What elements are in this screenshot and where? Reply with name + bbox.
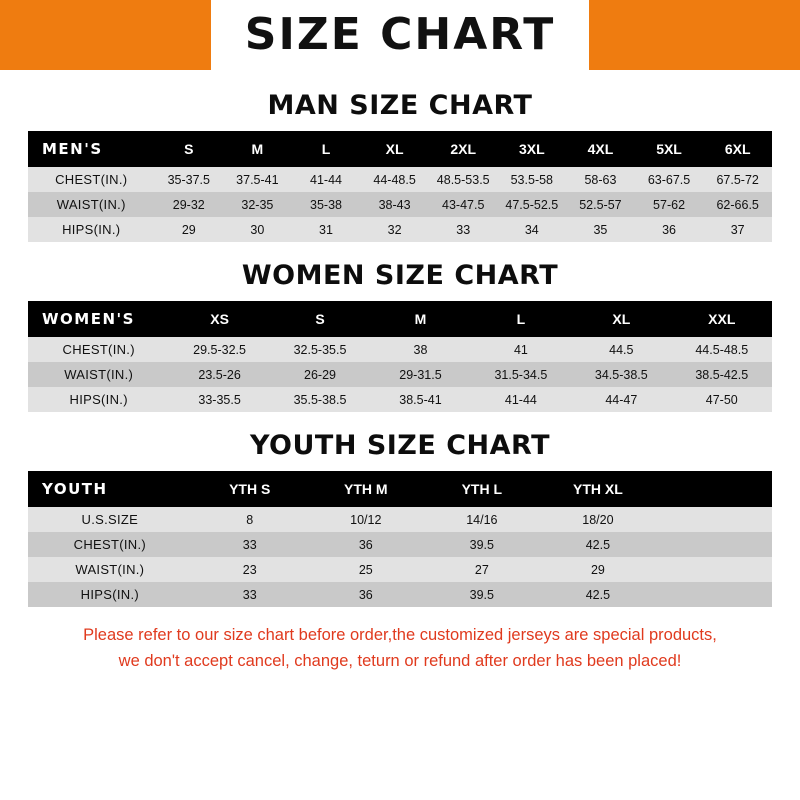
men-col-xl: XL <box>360 131 429 167</box>
women-chest-l: 41 <box>471 337 571 362</box>
youth-ussize-xl: 18/20 <box>540 507 656 532</box>
women-hips-xxl: 47-50 <box>672 387 772 412</box>
women-waist-m: 29-31.5 <box>370 362 470 387</box>
women-hips-l: 41-44 <box>471 387 571 412</box>
men-hips-s: 29 <box>154 217 223 242</box>
youth-col-xl: YTH XL <box>540 471 656 507</box>
table-row <box>28 557 772 582</box>
youth-waist-l: 27 <box>424 557 540 582</box>
women-waist-xxl: 38.5-42.5 <box>672 362 772 387</box>
men-col-4xl: 4XL <box>566 131 635 167</box>
youth-col-l: YTH L <box>424 471 540 507</box>
men-size-table <box>28 131 772 242</box>
table-row <box>28 532 772 557</box>
men-chest-5xl: 63-67.5 <box>635 167 704 192</box>
youth-waist-s: 23 <box>192 557 308 582</box>
men-col-2xl: 2XL <box>429 131 498 167</box>
youth-chest-s: 33 <box>192 532 308 557</box>
women-section-title: WOMEN SIZE CHART <box>241 260 559 291</box>
men-waist-s: 29-32 <box>154 192 223 217</box>
women-col-l: L <box>471 301 571 337</box>
youth-waist-spacer <box>656 557 772 582</box>
table-header-row <box>28 131 772 167</box>
youth-ussize-spacer <box>656 507 772 532</box>
women-col-xxl: XXL <box>672 301 772 337</box>
men-hips-5xl: 36 <box>635 217 704 242</box>
youth-waist-xl: 29 <box>540 557 656 582</box>
women-chest-label: CHEST(IN.) <box>28 337 169 362</box>
women-row-header: WOMEN'S <box>28 301 169 337</box>
women-hips-xl: 44-47 <box>571 387 671 412</box>
youth-ussize-label: U.S.SIZE <box>28 507 192 532</box>
women-col-m: M <box>370 301 470 337</box>
men-row-header: MEN'S <box>28 131 154 167</box>
youth-waist-label: WAIST(IN.) <box>28 557 192 582</box>
men-chest-l: 41-44 <box>292 167 361 192</box>
men-section-title: MAN SIZE CHART <box>267 90 533 121</box>
youth-waist-m: 25 <box>308 557 424 582</box>
men-col-5xl: 5XL <box>635 131 704 167</box>
men-waist-xl: 38-43 <box>360 192 429 217</box>
women-col-s: S <box>270 301 370 337</box>
footer-note-line-2: we don't accept cancel, change, teturn or refund after order has been placed! <box>118 651 682 670</box>
youth-chest-xl: 42.5 <box>540 532 656 557</box>
men-hips-l: 31 <box>292 217 361 242</box>
men-chest-label: CHEST(IN.) <box>28 167 154 192</box>
youth-hips-m: 36 <box>308 582 424 607</box>
youth-chest-label: CHEST(IN.) <box>28 532 192 557</box>
men-hips-6xl: 37 <box>703 217 772 242</box>
men-waist-3xl: 47.5-52.5 <box>498 192 567 217</box>
youth-chest-l: 39.5 <box>424 532 540 557</box>
women-chest-xxl: 44.5-48.5 <box>672 337 772 362</box>
youth-hips-xl: 42.5 <box>540 582 656 607</box>
table-row <box>28 167 772 192</box>
men-chest-3xl: 53.5-58 <box>498 167 567 192</box>
header-band-right <box>650 0 800 70</box>
women-waist-xl: 34.5-38.5 <box>571 362 671 387</box>
men-waist-4xl: 52.5-57 <box>566 192 635 217</box>
women-chest-s: 32.5-35.5 <box>270 337 370 362</box>
men-hips-2xl: 33 <box>429 217 498 242</box>
men-hips-m: 30 <box>223 217 292 242</box>
women-chest-m: 38 <box>370 337 470 362</box>
women-waist-xs: 23.5-26 <box>169 362 269 387</box>
footer-note-line-1: Please refer to our size chart before order,the customized jerseys are special products, <box>83 626 717 644</box>
men-chest-s: 35-37.5 <box>154 167 223 192</box>
header-band-left <box>0 0 150 70</box>
youth-chest-spacer <box>656 532 772 557</box>
men-waist-label: WAIST(IN.) <box>28 192 154 217</box>
table-row <box>28 582 772 607</box>
men-hips-label: HIPS(IN.) <box>28 217 154 242</box>
youth-hips-l: 39.5 <box>424 582 540 607</box>
youth-ussize-l: 14/16 <box>424 507 540 532</box>
women-waist-l: 31.5-34.5 <box>471 362 571 387</box>
header-band <box>0 0 800 70</box>
men-col-s: S <box>154 131 223 167</box>
women-size-table <box>28 301 772 412</box>
youth-hips-s: 33 <box>192 582 308 607</box>
men-col-6xl: 6XL <box>703 131 772 167</box>
table-row <box>28 217 772 242</box>
women-hips-s: 35.5-38.5 <box>270 387 370 412</box>
men-waist-2xl: 43-47.5 <box>429 192 498 217</box>
women-col-xl: XL <box>571 301 671 337</box>
youth-size-table <box>28 471 772 607</box>
men-waist-l: 35-38 <box>292 192 361 217</box>
chart-content <box>0 90 800 674</box>
men-chest-2xl: 48.5-53.5 <box>429 167 498 192</box>
women-hips-xs: 33-35.5 <box>169 387 269 412</box>
men-chest-4xl: 58-63 <box>566 167 635 192</box>
men-col-3xl: 3XL <box>498 131 567 167</box>
women-hips-m: 38.5-41 <box>370 387 470 412</box>
men-col-m: M <box>223 131 292 167</box>
women-chest-xs: 29.5-32.5 <box>169 337 269 362</box>
youth-hips-spacer <box>656 582 772 607</box>
youth-section-title: YOUTH SIZE CHART <box>249 430 551 461</box>
youth-chest-m: 36 <box>308 532 424 557</box>
men-chest-xl: 44-48.5 <box>360 167 429 192</box>
men-col-l: L <box>292 131 361 167</box>
women-waist-label: WAIST(IN.) <box>28 362 169 387</box>
men-chest-m: 37.5-41 <box>223 167 292 192</box>
table-row <box>28 362 772 387</box>
men-waist-m: 32-35 <box>223 192 292 217</box>
youth-col-m: YTH M <box>308 471 424 507</box>
table-row <box>28 337 772 362</box>
table-row <box>28 387 772 412</box>
women-hips-label: HIPS(IN.) <box>28 387 169 412</box>
youth-row-header: YOUTH <box>28 471 192 507</box>
men-waist-5xl: 57-62 <box>635 192 704 217</box>
youth-hips-label: HIPS(IN.) <box>28 582 192 607</box>
table-row <box>28 192 772 217</box>
table-row <box>28 507 772 532</box>
table-header-row <box>28 301 772 337</box>
youth-col-spacer <box>656 471 772 507</box>
men-chest-6xl: 67.5-72 <box>703 167 772 192</box>
women-col-xs: XS <box>169 301 269 337</box>
table-header-row <box>28 471 772 507</box>
youth-col-s: YTH S <box>192 471 308 507</box>
men-hips-4xl: 35 <box>566 217 635 242</box>
footer-note <box>28 623 772 674</box>
women-chest-xl: 44.5 <box>571 337 671 362</box>
women-waist-s: 26-29 <box>270 362 370 387</box>
youth-ussize-m: 10/12 <box>308 507 424 532</box>
men-waist-6xl: 62-66.5 <box>703 192 772 217</box>
men-hips-3xl: 34 <box>498 217 567 242</box>
men-hips-xl: 32 <box>360 217 429 242</box>
page-title: SIZE CHART <box>211 0 589 70</box>
youth-ussize-s: 8 <box>192 507 308 532</box>
